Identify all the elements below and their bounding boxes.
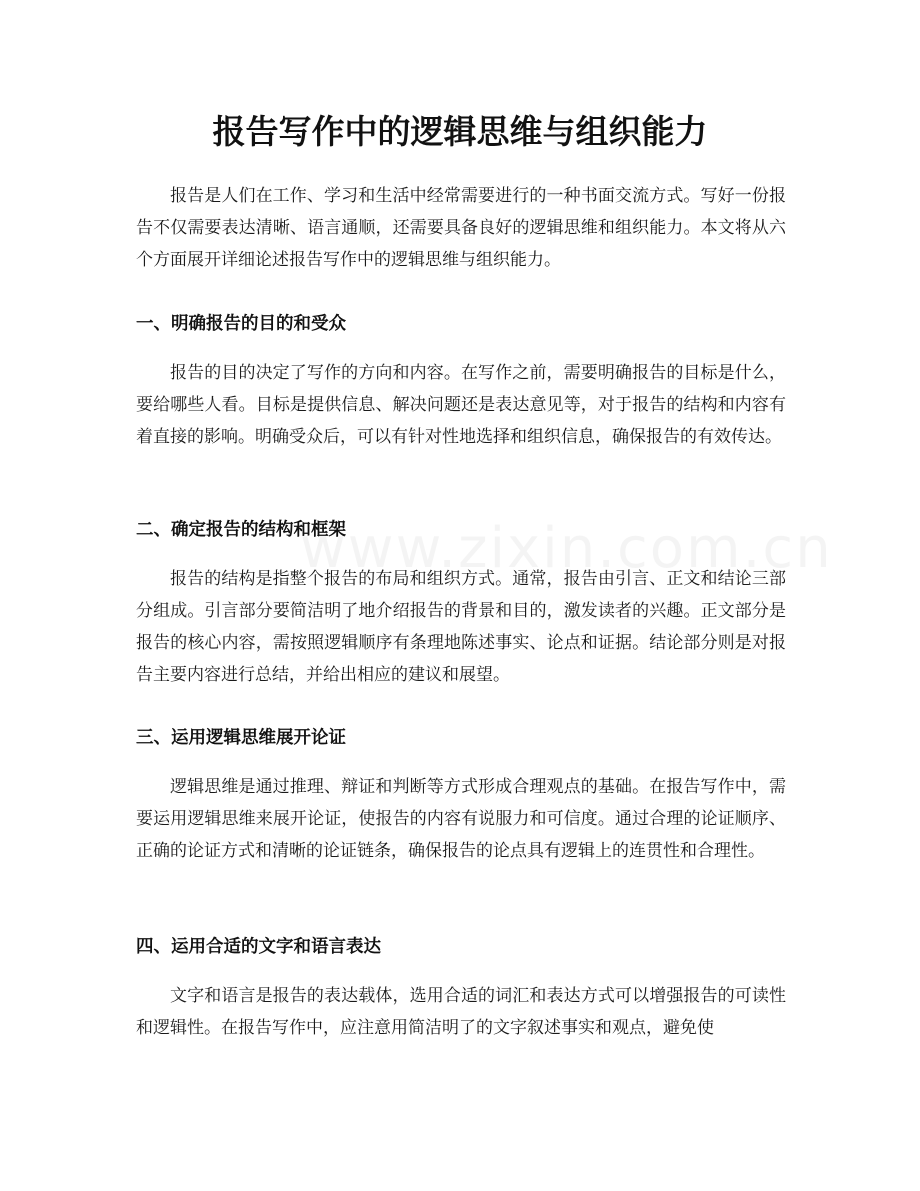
section-body-2: 报告的结构是指整个报告的布局和组织方式。通常，报告由引言、正文和结论三部分组成。引言部分要简洁明了地介绍报告的背景和目的，激发读者的兴趣。正文部分是报告的核心内容，需按照逻辑顺序有条理地陈述事实、论点和证据。结论部分则是对报告主要内容进行总结，并给出相应的建议和展望。 xyxy=(136,569,786,685)
intro-paragraph: 报告是人们在工作、学习和生活中经常需要进行的一种书面交流方式。写好一份报告不仅需要表达清晰、语言通顺，还需要具备良好的逻辑思维和组织能力。本文将从六个方面展开详细论述报告写作中的逻辑思维与组织能力。 xyxy=(136,186,786,270)
section-body-4: 文字和语言是报告的表达载体，选用合适的词汇和表达方式可以增强报告的可读性和逻辑性。在报告写作中，应注意用简洁明了的文字叙述事实和观点，避免使 xyxy=(136,986,786,1038)
section-heading-2: 二、确定报告的结构和框架 xyxy=(136,520,346,540)
section-heading-1: 一、明确报告的目的和受众 xyxy=(136,314,346,334)
section-heading-4: 四、运用合适的文字和语言表达 xyxy=(136,937,381,957)
document-title: 报告写作中的逻辑思维与组织能力 xyxy=(212,112,708,151)
section-heading-3: 三、运用逻辑思维展开论证 xyxy=(136,728,346,748)
section-body-1: 报告的目的决定了写作的方向和内容。在写作之前，需要明确报告的目标是什么，要给哪些人看。目标是提供信息、解决问题还是表达意见等，对于报告的结构和内容有着直接的影响。明确受众后，可以有针对性地选择和组织信息，确保报告的有效传达。 xyxy=(136,363,786,447)
section-body-3: 逻辑思维是通过推理、辩证和判断等方式形成合理观点的基础。在报告写作中，需要运用逻辑思维来展开论证，使报告的内容有说服力和可信度。通过合理的论证顺序、正确的论证方式和清晰的论证链条，确保报告的论点具有逻辑上的连贯性和合理性。 xyxy=(136,777,786,861)
